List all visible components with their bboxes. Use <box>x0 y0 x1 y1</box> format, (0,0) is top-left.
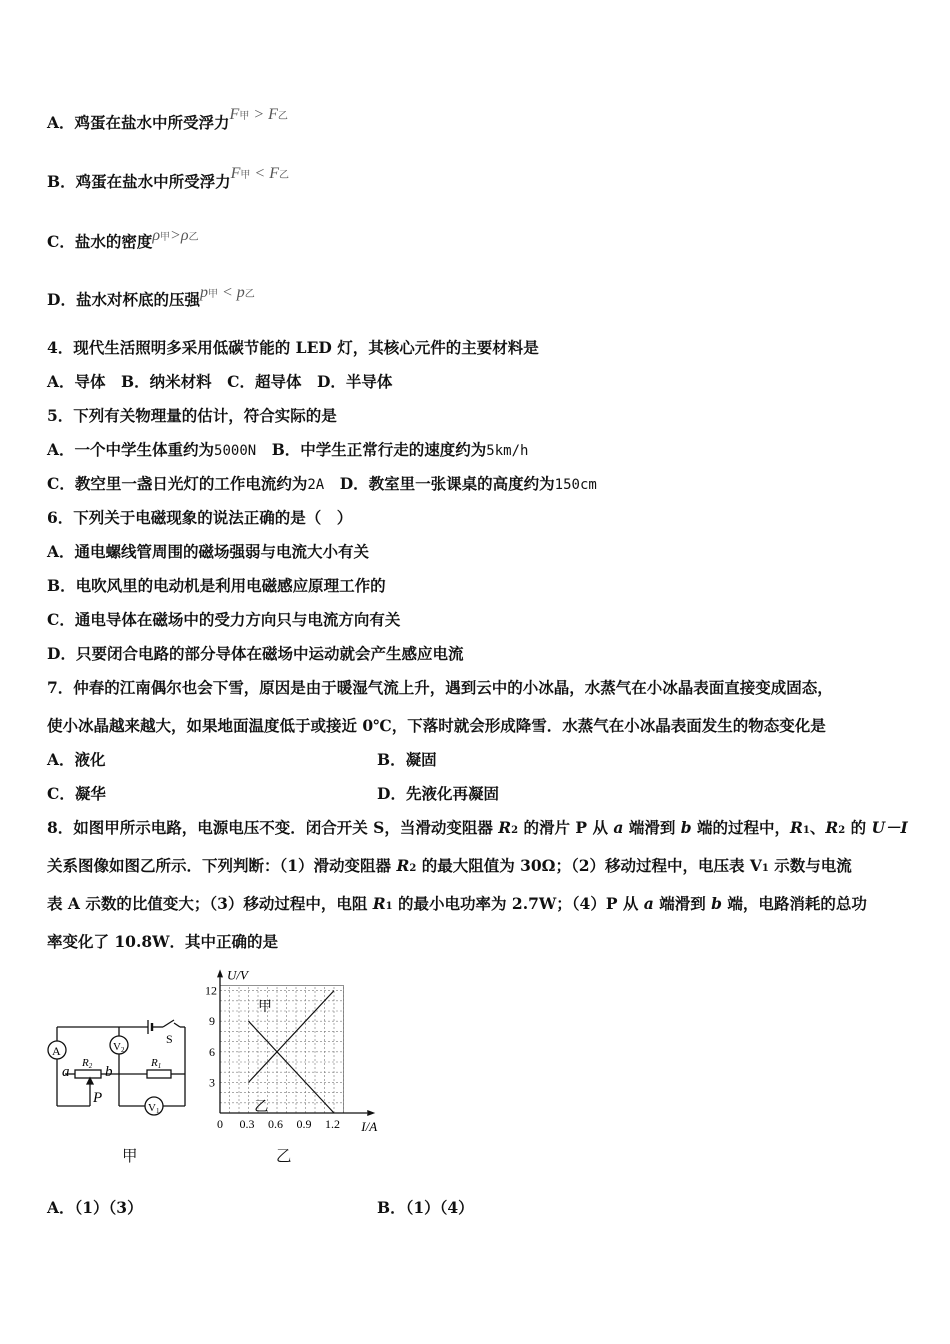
r2-label: R2 <box>82 1057 93 1070</box>
y-tick-label: 12 <box>205 983 217 998</box>
y-axis-label: U/V <box>227 967 248 983</box>
q3-option-a: A．鸡蛋在盐水中所受浮力F甲 > F乙 <box>47 106 288 132</box>
q8-option-a: A．（1）（3） <box>47 1198 143 1217</box>
v2-label: V2 <box>113 1041 125 1054</box>
ui-graph <box>198 965 398 1140</box>
y-tick-label: 6 <box>209 1044 215 1059</box>
q8-stem-line2: 关系图像如图乙所示．下列判断：（1）滑动变阻器 R2 的最大阻值为 30Ω；（2）移动过程中，电压表 V1 示数与电流 <box>47 856 852 875</box>
q7-stem-line1: 7．仲春的江南偶尔也会下雪，原因是由于暖湿气流上升，遇到云中的小冰晶，水蒸气在小冰晶表面直接变成固态， <box>47 678 833 697</box>
q7-stem-line2: 使小冰晶越来越大，如果地面温度低于或接近 0℃，下落时就会形成降雪．水蒸气在小冰晶表面发生的物态变化是 <box>47 716 826 735</box>
q3-option-b: B．鸡蛋在盐水中所受浮力F甲 < F乙 <box>47 165 289 191</box>
y-axis-arrow <box>217 969 223 977</box>
chart-grid <box>220 986 344 1114</box>
y-tick-label: 9 <box>209 1014 215 1029</box>
series-label-yi: 乙 <box>254 1100 269 1115</box>
q7-option-a: A．液化 <box>47 750 106 769</box>
x-tick-label: 0 <box>217 1117 223 1131</box>
q4-stem: 4．现代生活照明多采用低碳节能的 LED 灯，其核心元件的主要材料是 <box>47 338 539 357</box>
formula-c: ρ甲>ρ乙 <box>152 227 199 244</box>
x-axis-label: I/A <box>361 1119 378 1134</box>
q5-options-cd: C．教空里一盏日光灯的工作电流约为2A D．教室里一张课桌的高度约为150cm <box>47 474 597 493</box>
v1-label: V1 <box>148 1102 160 1115</box>
r1-label: R1 <box>151 1057 162 1070</box>
q6-option-b: B．电吹风里的电动机是利用电磁感应原理工作的 <box>47 576 386 595</box>
switch-label: S <box>166 1032 173 1046</box>
q3-option-c: C．盐水的密度ρ甲>ρ乙 <box>47 227 199 251</box>
slider-label: P <box>93 1090 103 1106</box>
x-tick-label: 1.2 <box>325 1117 340 1131</box>
formula-a: F甲 > F乙 <box>229 106 288 123</box>
q6-option-a: A．通电螺线管周围的磁场强弱与电流大小有关 <box>47 542 370 561</box>
q6-option-d: D．只要闭合电路的部分导体在磁场中运动就会产生感应电流 <box>47 644 464 663</box>
chart-labels <box>205 967 377 1134</box>
circuit-diagram <box>45 1010 205 1120</box>
q8-stem-line3: 表 A 示数的比值变大；（3）移动过程中，电阻 R1 的最小电功率为 2.7W；（4）P 从 a 端滑到 b 端，电路消耗的总功 <box>47 894 867 913</box>
q5-options-ab: A．一个中学生体重约为5000N B．中学生正常行走的速度约为5km/h <box>47 440 529 459</box>
series-label-jia: 甲 <box>258 1000 272 1015</box>
formula-d: p甲 < p乙 <box>199 284 255 301</box>
q7-option-b: B．凝固 <box>377 750 437 769</box>
x-tick-label: 0.9 <box>296 1117 312 1131</box>
formula-b: F甲 < F乙 <box>230 165 289 182</box>
grid-frame <box>220 986 344 1114</box>
q5-stem: 5．下列有关物理量的估计，符合实际的是 <box>47 406 337 425</box>
a-terminal-label: a <box>62 1064 70 1080</box>
q7-option-d: D．先液化再凝固 <box>377 784 499 803</box>
q7-option-c: C．凝华 <box>47 784 106 803</box>
b-terminal-label: b <box>105 1064 113 1080</box>
q3-option-d: D．盐水对杯底的压强p甲 < p乙 <box>47 284 255 309</box>
x-tick-label: 0.3 <box>239 1117 255 1131</box>
q8-stem-line1: 8．如图甲所示电路，电源电压不变．闭合开关 S，当滑动变阻器 R2 的滑片 P 从 a 端滑到 b 端的过程中，R1、R2 的 U－I <box>47 818 908 837</box>
fig-jia-caption: 甲 <box>122 1147 138 1165</box>
x-axis-arrow <box>367 1110 375 1116</box>
q6-option-c: C．通电导体在磁场中的受力方向只与电流方向有关 <box>47 610 401 629</box>
fig-yi-caption: 乙 <box>276 1147 292 1165</box>
ammeter-label: A <box>52 1044 61 1058</box>
x-tick-label: 0.6 <box>268 1117 283 1131</box>
y-tick-label: 3 <box>209 1075 215 1090</box>
q8-option-b: B．（1）（4） <box>377 1198 474 1217</box>
q8-stem-line4: 率变化了 10.8W．其中正确的是 <box>47 932 279 951</box>
q4-options: A．导体 B．纳米材料 C．超导体 D．半导体 <box>47 372 393 391</box>
q6-stem: 6．下列关于电磁现象的说法正确的是（ ） <box>47 508 353 527</box>
